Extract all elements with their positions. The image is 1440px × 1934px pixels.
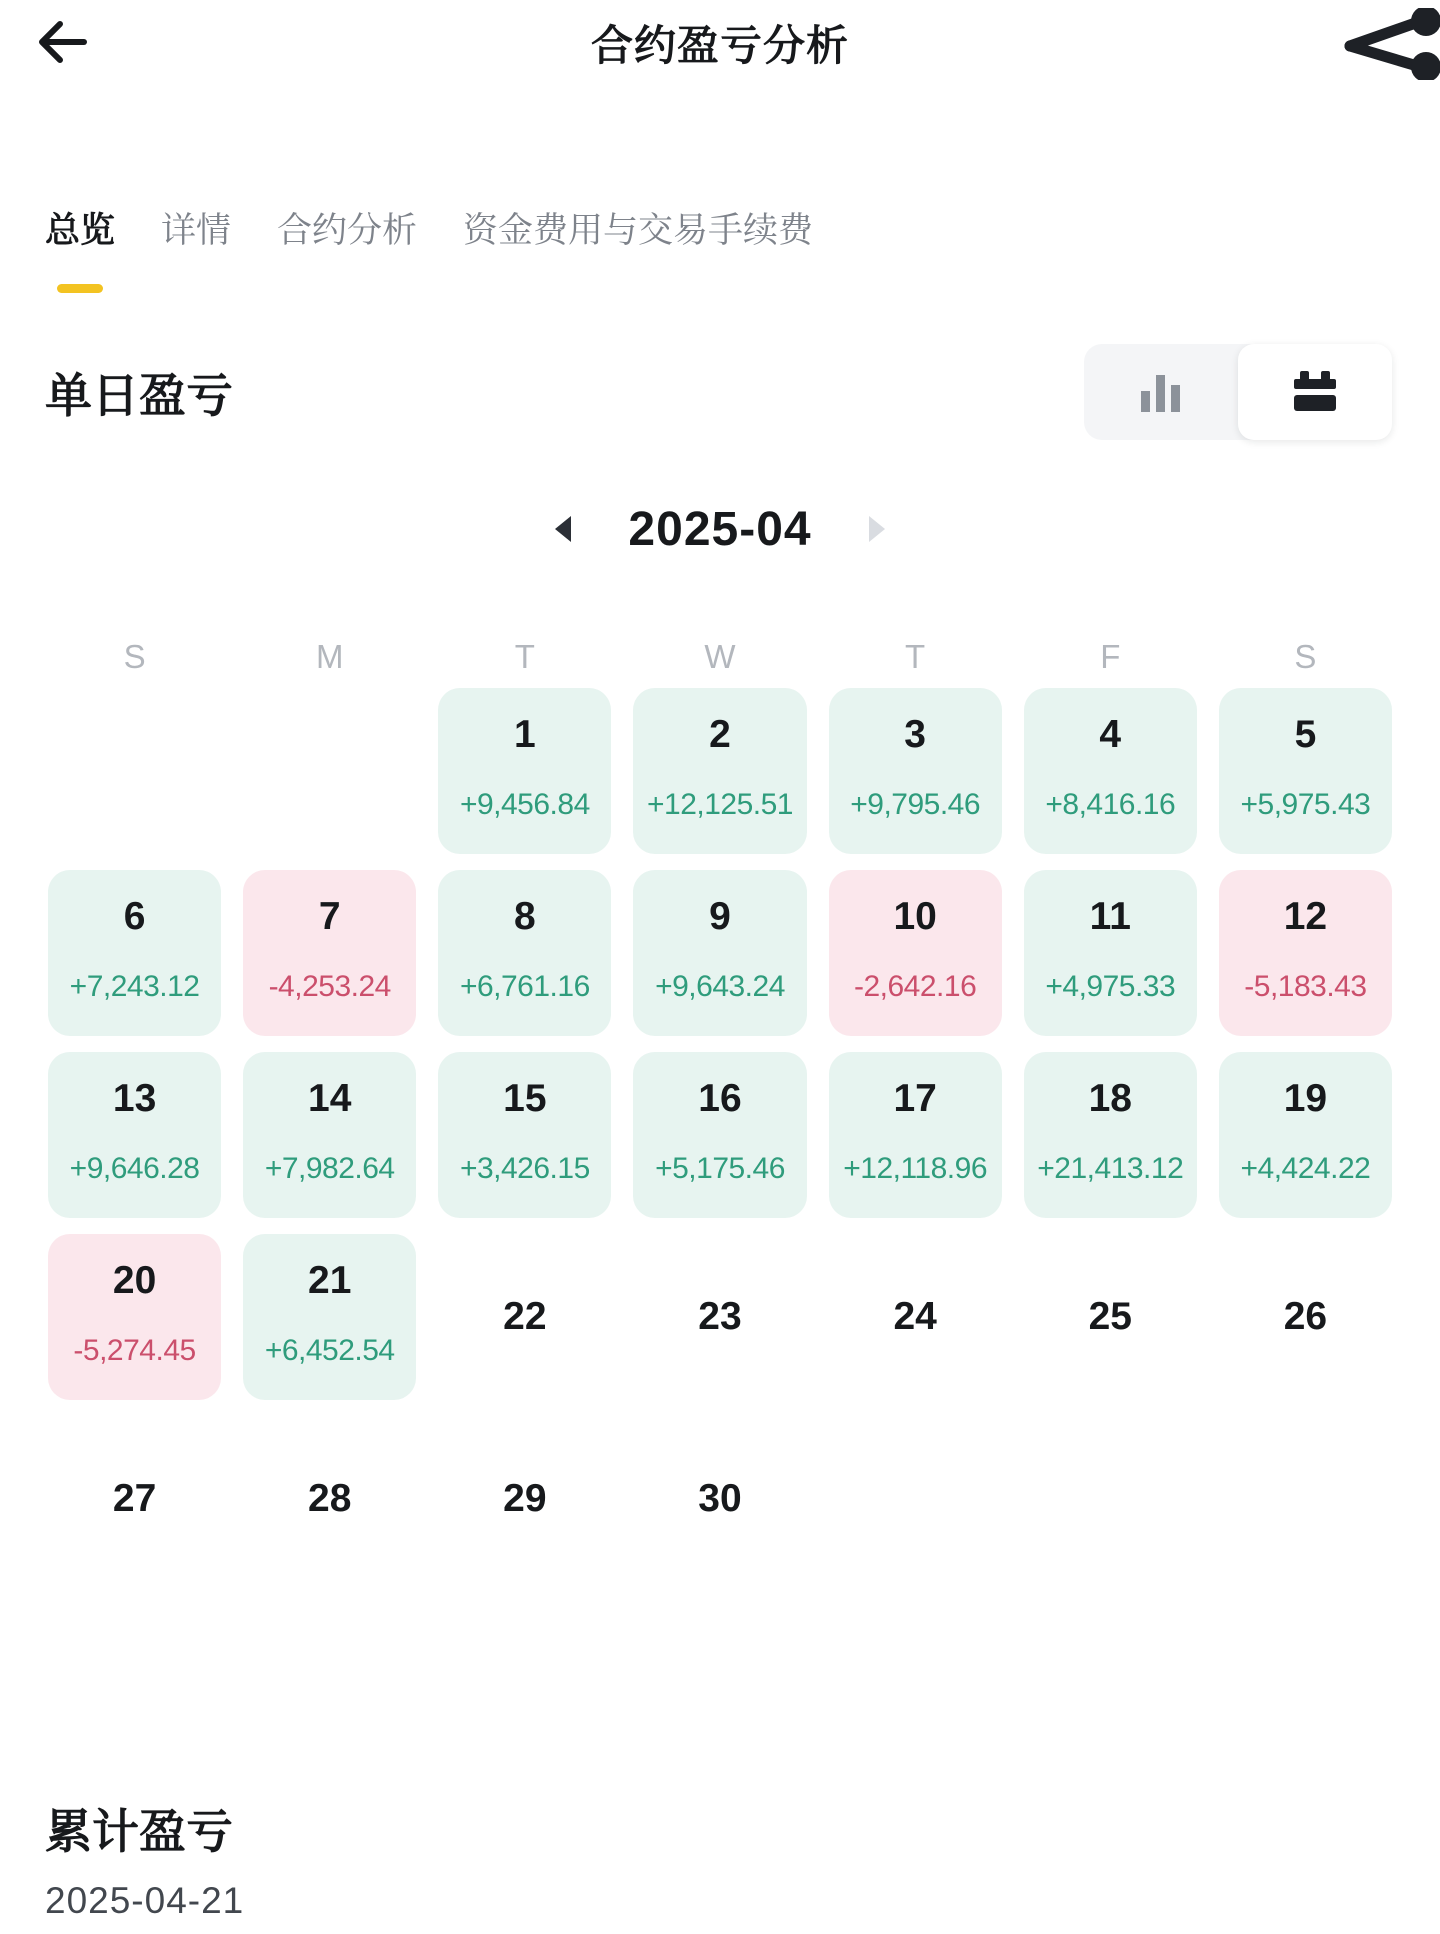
weekday-label: W [704,638,736,675]
day-pnl-value: +7,243.12 [69,970,200,1003]
day-pnl-value: +4,975.33 [1045,970,1176,1003]
weekday-label: F [1100,638,1121,675]
share-button[interactable] [1336,4,1440,84]
day-pnl-value: +21,413.12 [1037,1152,1184,1185]
weekday-label: S [123,638,146,675]
day-number: 15 [503,1077,547,1120]
day-pnl-value: +8,416.16 [1045,788,1176,821]
day-pnl-value: -2,642.16 [853,970,977,1003]
chevron-right-icon [867,514,889,544]
cumulative-pnl-title: 累计盈亏 [45,1805,233,1858]
day-pnl-value: +9,646.28 [69,1152,200,1185]
day-pnl-value: -4,253.24 [268,970,391,1003]
calendar-day-cell[interactable] [633,870,806,1036]
day-pnl-value: +5,975.43 [1240,788,1371,821]
day-number: 20 [112,1259,157,1302]
calendar-day-cell[interactable] [48,870,221,1036]
back-button[interactable] [30,10,94,74]
calendar-day-cell[interactable] [1024,1052,1197,1218]
chevron-left-icon [551,514,573,544]
calendar-day-cell[interactable] [438,870,611,1036]
day-pnl-value: +7,982.64 [264,1152,395,1185]
calendar-view-button[interactable] [1238,344,1392,440]
cumulative-pnl-date: 2025-04-21 [45,1880,245,1921]
weekday-label: S [1294,638,1317,675]
prev-month-button[interactable] [544,507,580,551]
calendar-day-cell[interactable] [243,1052,416,1218]
day-number: 13 [112,1077,157,1120]
next-month-button[interactable] [860,507,896,551]
day-number: 6 [123,895,146,938]
day-number: 10 [893,895,937,938]
tab-bar [45,203,1440,293]
calendar-day-cell[interactable] [829,688,1002,854]
tab-label: 总览 [45,211,116,250]
calendar-day: 25 [1088,1295,1132,1338]
weekday-label: T [514,638,535,675]
day-number: 9 [709,895,731,938]
day-number: 5 [1294,713,1317,756]
day-pnl-value: +4,424.22 [1240,1152,1371,1185]
day-pnl-value: -5,183.43 [1244,970,1367,1003]
calendar-day-cell[interactable] [829,1052,1002,1218]
calendar-day-cell[interactable] [1219,688,1392,854]
active-tab-indicator [57,284,103,293]
day-number: 21 [308,1259,352,1302]
calendar-day-cell[interactable] [633,1052,806,1218]
calendar-day-cell[interactable] [438,688,611,854]
back-arrow-icon [36,20,88,64]
month-navigator [0,498,1440,560]
month-label: 2025-04 [628,502,812,556]
calendar-day: 24 [893,1295,937,1338]
tab-label: 合约分析 [277,211,418,250]
tab-label: 资金费用与交易手续费 [463,211,814,250]
day-pnl-value: -5,274.45 [73,1334,196,1367]
weekday-label: T [905,638,926,675]
calendar-day-cell[interactable] [1024,870,1197,1036]
view-toggle [1084,344,1392,440]
day-number: 12 [1283,895,1328,938]
calendar-day-cell[interactable] [438,1052,611,1218]
day-number: 14 [308,1077,352,1120]
calendar-day: 26 [1283,1295,1328,1338]
tab-label: 详情 [161,211,232,250]
day-number: 1 [514,713,536,756]
day-number: 4 [1099,713,1122,756]
weekday-label: M [315,638,344,675]
day-pnl-value: +3,426.15 [459,1152,590,1185]
day-pnl-value: +6,452.54 [264,1334,395,1367]
calendar-day: 28 [308,1477,352,1520]
day-number: 2 [709,713,731,756]
day-number: 3 [904,713,926,756]
day-number: 19 [1283,1077,1328,1120]
day-pnl-value: +12,118.96 [843,1152,988,1185]
calendar-day-cell[interactable] [829,870,1002,1036]
calendar-day: 29 [503,1477,547,1520]
calendar-day: 30 [698,1477,742,1520]
day-pnl-value: +12,125.51 [647,788,793,821]
calendar-day-cell[interactable] [48,1052,221,1218]
day-pnl-value: +6,761.16 [459,970,590,1003]
calendar-day-cell[interactable] [243,1234,416,1400]
app-header [0,0,1440,100]
day-pnl-value: +5,175.46 [655,1152,785,1185]
tab-overview[interactable] [45,203,115,293]
calendar-day-cell[interactable] [1219,1052,1392,1218]
calendar-day: 27 [112,1477,157,1520]
day-pnl-value: +9,643.24 [655,970,785,1003]
day-number: 7 [318,895,341,938]
day-number: 8 [514,895,536,938]
calendar-day-cell[interactable] [1219,870,1392,1036]
tab-details[interactable] [161,203,231,293]
tab-funding-fees[interactable] [463,203,813,293]
day-pnl-value: +9,795.46 [850,788,981,821]
calendar-day-cell[interactable] [48,1234,221,1400]
weekday-row [48,638,1392,676]
day-number: 16 [698,1077,742,1120]
calendar-day: 23 [698,1295,742,1338]
page-title: 合约盈亏分析 [590,22,849,69]
calendar-day-cell[interactable] [243,870,416,1036]
daily-pnl-title: 单日盈亏 [45,368,233,422]
bar-chart-view-button[interactable] [1084,344,1238,440]
empty-slot [48,688,221,854]
calendar-day: 22 [503,1295,547,1338]
daily-pnl-header [45,343,1392,441]
bar-chart-icon [1138,369,1184,415]
day-number: 17 [893,1077,937,1120]
day-number: 18 [1088,1077,1132,1120]
cumulative-pnl-section [45,1795,1440,1922]
day-pnl-value: +9,456.84 [459,788,590,821]
day-number: 11 [1089,895,1131,938]
calendar-grid [48,688,1392,1582]
calendar-day-cell[interactable] [633,688,806,854]
share-icon [1342,8,1440,80]
empty-slot [243,688,416,854]
calendar-day-cell[interactable] [1024,688,1197,854]
calendar-icon [1292,369,1338,415]
tab-contract-analysis[interactable] [277,203,417,293]
